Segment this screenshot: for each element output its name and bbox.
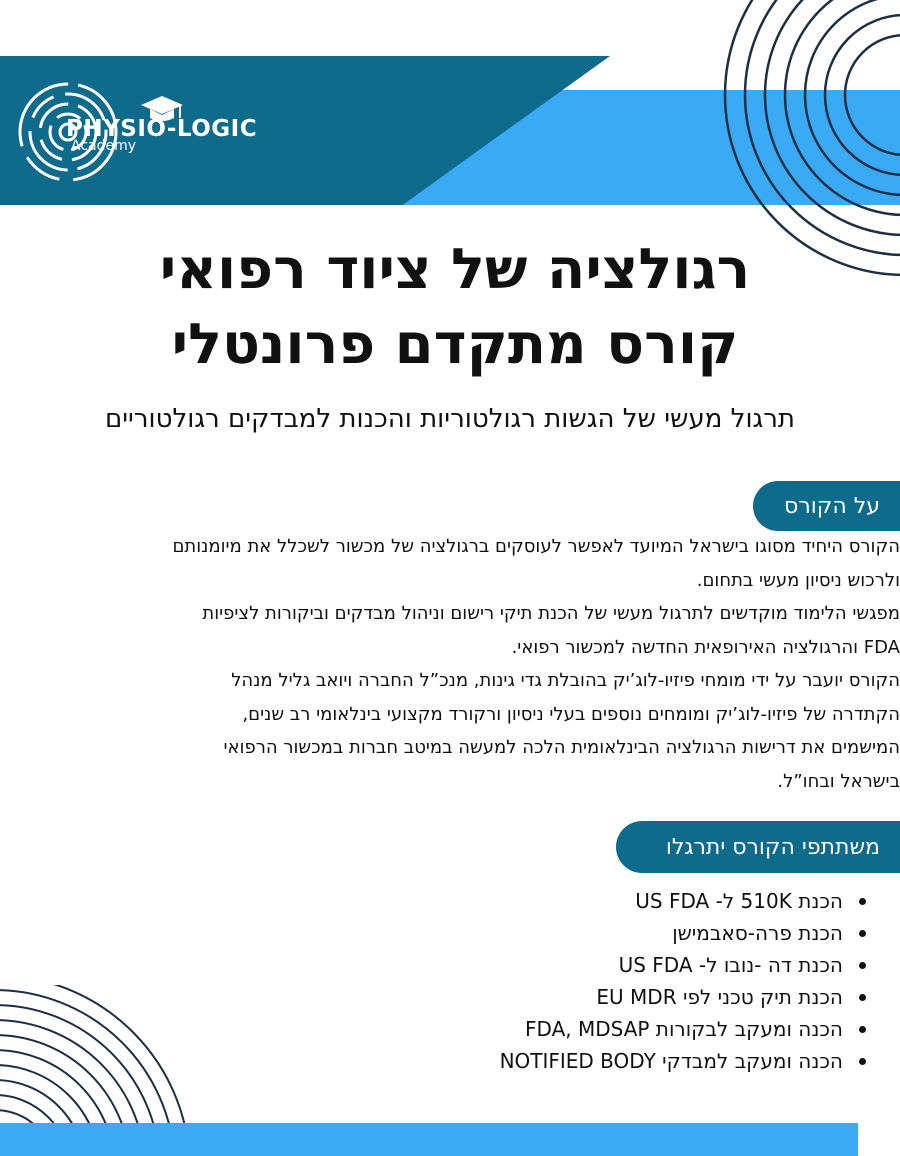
about-heading: על הקורס [753,481,900,531]
list-item [270,1045,870,1077]
list-item-text: הכנת 510K ל- US FDA [635,889,843,913]
list-item [270,1013,870,1045]
logo-subtitle: Academy [71,138,137,154]
paragraph-line: FDA והרגולציה האירופאית החדשה למכשור רפואי. [511,636,900,658]
list-item-text: הכנת תיק טכני לפי EU MDR [596,985,843,1009]
logo-name: PHYSIO-LOGIC [66,116,258,142]
bullet-icon [859,1026,866,1033]
list-item-text: הכנת דה -נובו ל- US FDA [618,953,843,977]
list-item-text: הכנה ומעקב לבקורות FDA, MDSAP [525,1017,843,1041]
paragraph-line: בישראל ובחו”ל. [777,770,900,792]
paragraph-line: הקורס היחיד מסוגו בישראל המיועד לאפשר לעוסקים ברגולציה של מכשור לשכלל את מיומנותם [172,536,900,557]
paragraph-line: מפגשי הלימוד מוקדשים לתרגול מעשי של הכנת תיקי רישום וניהול מבדקים וביקורות לציפיות [202,603,900,624]
practice-heading: משתתפי הקורס יתרגלו [616,821,900,873]
physio-logic-logo [16,80,276,185]
about-paragraph-3 [40,664,900,798]
page-title-line-1: רגולציה של ציוד רפואי [159,237,751,302]
list-item [270,917,870,949]
footer-bar [0,1123,858,1156]
paragraph-line: הקורס יועבר על ידי מומחי פיזיו-לוג’יק בהובלת גדי גינות, מנכ”ל החברה ויואב גליל מנהל [231,670,900,691]
bullet-icon [859,930,866,937]
list-item [270,949,870,981]
list-item-text: הכנת פרה-סאבמישן [672,921,843,945]
bullet-icon [859,898,866,905]
page-title-line-2: קורס מתקדם פרונטלי [171,312,739,377]
paragraph-line: ולרכוש ניסיון מעשי בתחום. [696,569,900,591]
paragraph-line: הקתדרה של פיזיו-לוג’יק ומומחים נוספים בעלי ניסיון ורקורד מקצועי בינלאומי רב שנים, [242,703,900,725]
page-subtitle: תרגול מעשי של הגשות רגולטוריות והכנות למבדקים רגולטוריים [104,404,796,434]
list-item [270,981,870,1013]
bullet-icon [859,1058,866,1065]
bullet-icon [859,994,866,1001]
about-paragraph-2 [40,597,900,664]
bullet-icon [859,962,866,969]
list-item [270,885,870,917]
list-item-text: הכנה ומעקב למבדקי NOTIFIED BODY [499,1049,843,1073]
practice-list [270,885,870,1077]
about-paragraph-1 [40,530,900,597]
paragraph-line: המישמים את דרישות הרגולציה הבינלאומית הלכה למעשה במיטב חברות במכשור הרפואי [223,737,900,758]
